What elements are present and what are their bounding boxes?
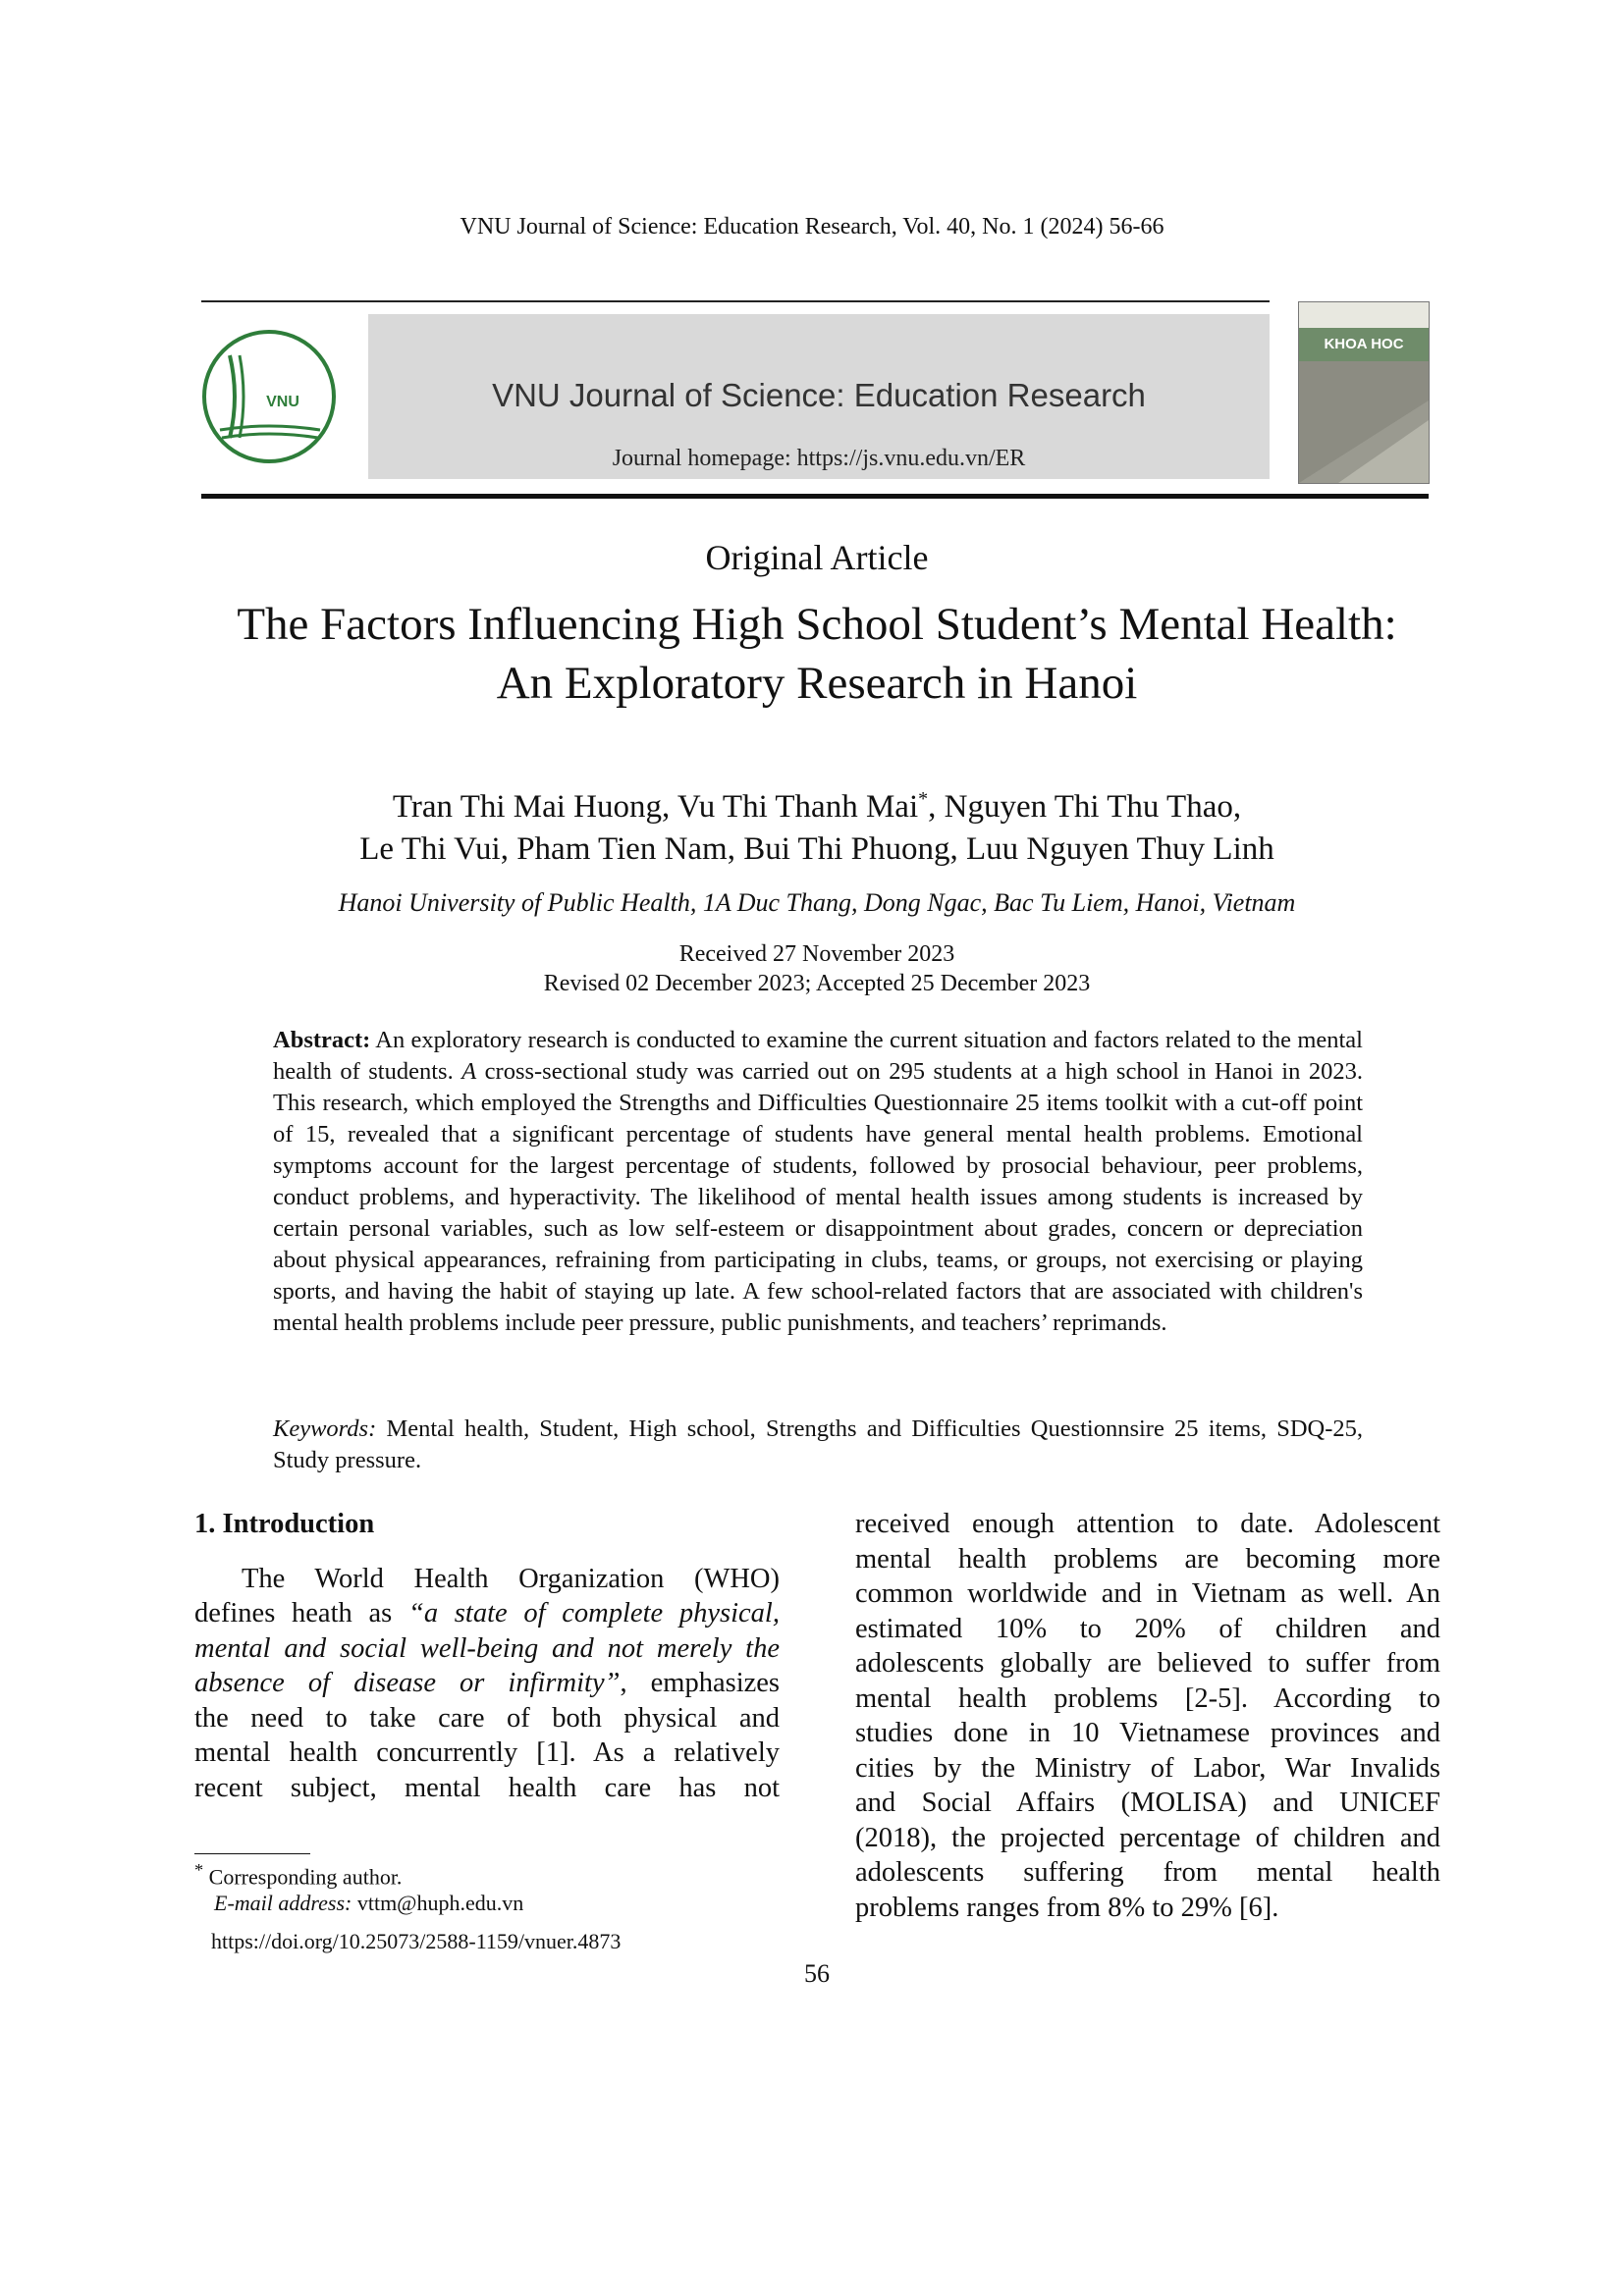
authors-line-2: Le Thi Vui, Pham Tien Nam, Bui Thi Phuong, Luu Nguyen Thuy Linh [359,831,1274,867]
body-line: studies done in 10 Vietnamese provinces and [855,1718,1440,1748]
banner-title: VNU Journal of Science: Education Research [492,377,1146,413]
authors-part-1: Tran Thi Mai Huong, Vu Thi Thanh Mai [392,789,919,825]
body-line: received enough attention to date. Adolescent [855,1509,1440,1539]
keywords [273,1414,1363,1476]
abstract-italic: A [461,1058,477,1085]
journal-cover-thumbnail [1298,301,1430,484]
doi-link[interactable]: https://doi.org/10.25073/2588-1159/vnuer.4873 [211,1929,622,1953]
body-line: absence of disease or infirmity”, emphasizes [194,1668,781,1698]
footnote-corresponding: Corresponding author. [203,1864,403,1890]
authors-part-2: , Nguyen Thi Thu Thao, [928,789,1242,825]
body-line: estimated 10% to 20% of children and [855,1613,1440,1644]
author-list [0,778,1624,871]
article-dates [0,939,1624,998]
affiliation: Hanoi University of Public Health, 1A Duc Thang, Dong Ngac, Bac Tu Liem, Hanoi, Vietnam [338,888,1296,917]
body-line: mental health concurrently [1]. As a relatively [194,1737,780,1768]
vnu-logo-text: VNU [266,394,299,410]
footnote-mark: * [194,1860,204,1880]
body-column-right [855,1507,1440,1925]
journal-banner [368,314,1270,479]
keywords-label: Keywords: [273,1415,377,1442]
title-line-2: An Exploratory Research in Hanoi [496,658,1138,709]
body-line: problems ranges from 8% to 29% [6]. [855,1892,1279,1923]
abstract-text-2: cross-sectional study was carried out on 295 students at a high school in Hanoi in 2023. This research, which employed the Strengths and Difficulties Questionnaire 25 items toolkit with a cut-off point of 15, revealed that a significant percentage of students have general mental health problems. Emotional symptoms account for the largest percentage of students, followed by prosocial behaviour, peer problems, conduct problems, and hyperactivity. The likelihood of mental health issues among students is increased by certain personal variables, such as low self-esteem or disappointment about grades, concern or depreciation about physical appearances, refraining from participating in clubs, teams, or groups, not exercising or playing sports, and having the habit of staying up late. A few school-related factors that are associated with children's mental health problems include peer pressure, public punishments, and teachers’ reprimands. [273,1058,1363,1336]
abstract-text-1: An exploratory research is conducted to examine the current situation and factors related to the mental health of students. [273,1027,1363,1085]
revised-accepted-date: Revised 02 December 2023; Accepted 25 December 2023 [543,971,1091,996]
body-line: mental health problems [2-5]. According to [855,1682,1440,1714]
footnote-rule [194,1853,310,1854]
header-rule [201,300,1270,302]
body-line: adolescents globally are believed to suffer from [855,1648,1440,1679]
body-line: recent subject, mental health care has not [194,1772,780,1803]
body-column-left [194,1507,780,1805]
body-line: the need to take care of both physical and [194,1702,780,1734]
body-line: cities by the Ministry of Labor, War Invalids [855,1752,1440,1784]
corresponding-mark: * [918,788,929,810]
abstract [273,1025,1363,1339]
vnu-logo [200,328,338,465]
keywords-text: Mental health, Student, High school, Strengths and Difficulties Questionnsire 25 items, SDQ-25, Study pressure. [273,1415,1363,1473]
body-line: and Social Affairs (MOLISA) and UNICEF [855,1788,1440,1818]
body-line: adolescents suffering from mental health [855,1857,1440,1888]
page-number: 56 [804,1959,830,1988]
email-label: E-mail address: [214,1891,352,1916]
running-head: VNU Journal of Science: Education Research, Vol. 40, No. 1 (2024) 56-66 [460,214,1164,240]
body-line: mental and social well-being and not merely the [194,1632,780,1664]
abstract-label: Abstract: [273,1027,371,1053]
article-title [0,595,1624,713]
title-line-1: The Factors Influencing High School Student’s Mental Health: [237,599,1397,650]
article-type: Original Article [705,538,929,577]
journal-homepage-link[interactable]: Journal homepage: https://js.vnu.edu.vn/ER [612,446,1026,471]
section-heading: 1. Introduction [194,1509,375,1539]
cover-title: KHOA HOC [1324,336,1404,352]
footnote [194,1857,780,1916]
body-line: (2018), the projected percentage of children and [855,1822,1440,1853]
received-date: Received 27 November 2023 [678,941,955,967]
body-line: defines heath as “a state of complete physical, [194,1598,780,1629]
body-line: The World Health Organization (WHO) [242,1563,780,1594]
header-thick-rule [201,494,1429,499]
body-line: common worldwide and in Vietnam as well. An [855,1578,1440,1609]
body-line: mental health problems are becoming more [855,1543,1440,1575]
email-address[interactable]: vttm@huph.edu.vn [352,1891,524,1916]
